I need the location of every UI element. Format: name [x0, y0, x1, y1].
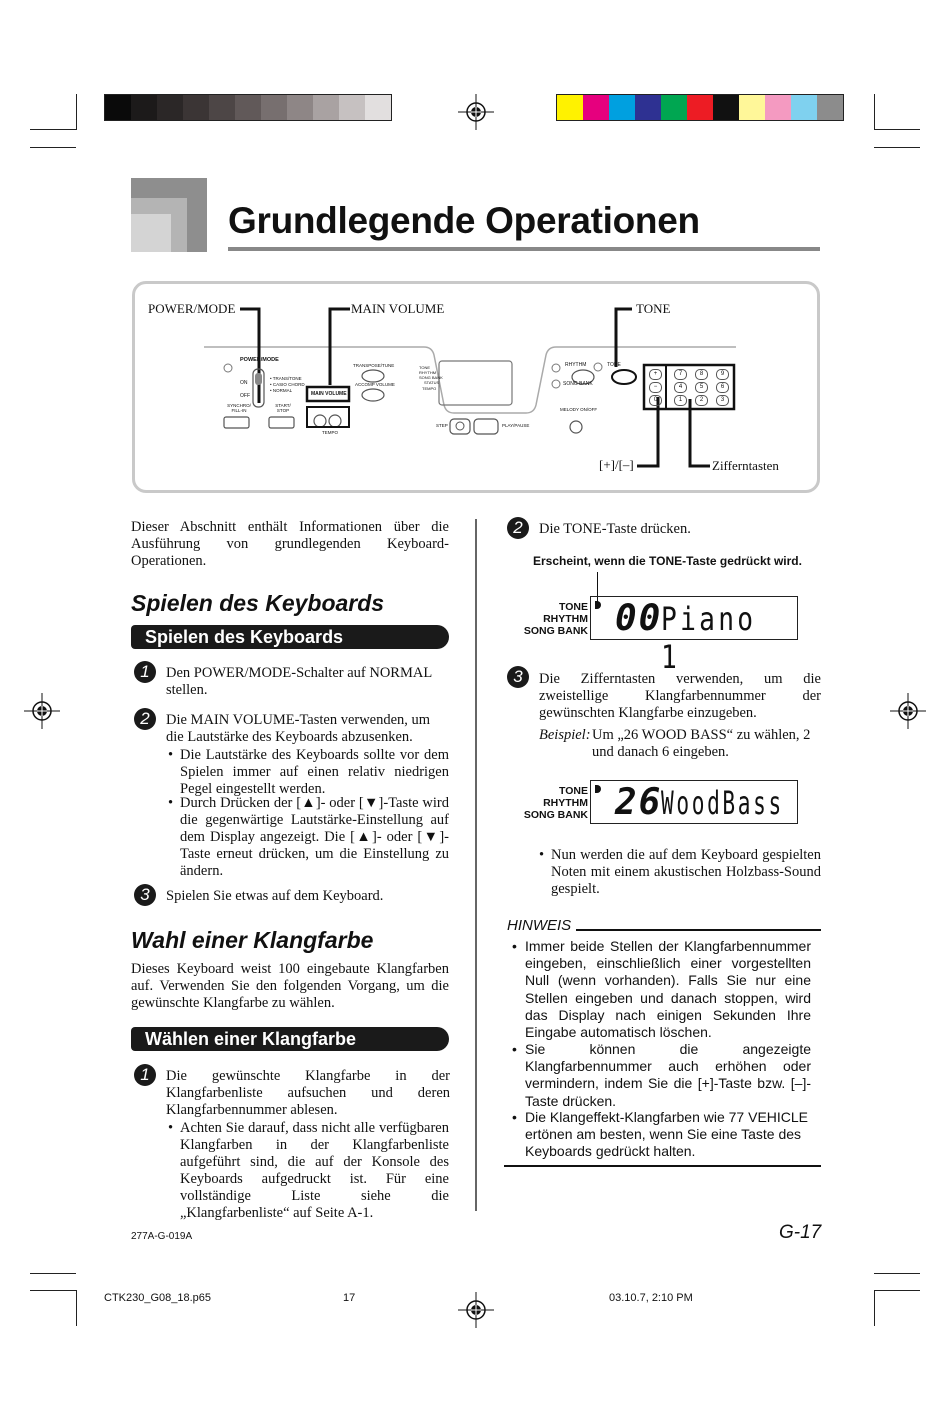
color-swatch — [583, 95, 609, 120]
callout-plus-minus: [+]/[–] — [599, 457, 634, 472]
bullet-text: Achten Sie darauf, dass nicht alle verfügbaren Klangfarben in der Klangfarbenliste aufgeführt sind, die auf der Konsole des Keyboards aufgedruckt ist. Für eine vollständige Liste siehe die „Klangfarbenliste“ auf Seite A-1. — [180, 1120, 449, 1221]
lcd-display — [590, 780, 798, 824]
panel-label-transpose-tune: TRANSPOSE/TUNE — [353, 363, 395, 368]
color-swatch — [687, 95, 713, 120]
panel-label-tempo-side: TEMPO — [422, 386, 437, 391]
lcd-display — [590, 596, 798, 676]
keypad-key: 3 — [716, 395, 729, 406]
panel-label-status: STATUS — [424, 380, 440, 385]
color-swatch — [713, 95, 739, 120]
color-swatch — [131, 95, 157, 120]
panel-label-accomp-volume: ACCOMP VOLUME — [355, 382, 395, 387]
page-number: G-17 — [779, 1222, 822, 1243]
panel-label-on: ON — [240, 380, 248, 386]
band-heading-tone: Wählen einer Klangfarbe — [131, 1027, 449, 1051]
step-number: 1 — [134, 1064, 156, 1086]
title-underline — [228, 247, 820, 251]
print-footer-date: 03.10.7, 2:10 PM — [609, 1292, 693, 1304]
color-swatch — [209, 95, 235, 120]
step-text: Den POWER/MODE-Schalter auf NORMAL stellen. — [166, 665, 432, 698]
number-keypad — [644, 365, 734, 409]
page-title: Grundlegende Operationen — [228, 200, 700, 241]
color-swatch — [635, 95, 661, 120]
lcd-tone-number: 26 — [615, 782, 663, 823]
panel-label-power-mode: POWER/MODE — [240, 357, 279, 363]
lcd-tone-name: WoodBass — [661, 784, 784, 822]
color-swatch — [105, 95, 131, 120]
hint-bottom-rule — [504, 1165, 821, 1167]
tone-intro: Dieses Keyboard weist 100 eingebaute Klangfarben auf. Verwenden Sie den folgenden Vorgang, um die gewünschte Klangfarbe zu wählen. — [131, 961, 449, 1011]
color-swatch — [287, 95, 313, 120]
color-swatch — [235, 95, 261, 120]
hint-title: HINWEIS — [507, 917, 572, 934]
example-text: Um „26 WOOD BASS“ zu wählen, 2 und danach 6 eingeben. — [592, 727, 811, 760]
bullet-text: Die Lautstärke des Keyboards sollte vor dem Spielen immer auf einen relativ niedrigen Pegel eingestellt werden. — [180, 747, 449, 797]
appears-note: Erscheint, wenn die TONE-Taste gedrückt wird. — [533, 554, 802, 568]
panel-label-main-volume: MAIN VOLUME — [311, 391, 347, 397]
hint-item: Sie können die angezeigte Klangfarbennummer auch erhöhen oder vermindern, indem Sie die [+]-Taste bzw. [–]-Taste drücken. — [525, 1041, 811, 1109]
grayscale-bar — [104, 94, 392, 121]
bullet-marker: • — [512, 1041, 517, 1057]
intro-paragraph: Dieser Abschnitt enthält Informationen über die Ausführung von grundlegenden Keyboard-Operationen. — [131, 519, 449, 569]
keypad-key: 8 — [695, 369, 708, 380]
keypad-key: 6 — [716, 382, 729, 393]
color-swatch — [157, 95, 183, 120]
panel-label-tempo: TEMPO — [322, 430, 339, 435]
bullet-marker: • — [512, 1109, 517, 1125]
keypad-key: 1 — [674, 395, 687, 406]
lcd-tone-number: 00 — [615, 598, 663, 639]
registration-mark-top — [458, 94, 494, 130]
keypad-key: 4 — [674, 382, 687, 393]
print-footer-file: CTK230_G08_18.p65 — [104, 1292, 212, 1304]
panel-label-song-bank-btn: SONG BANK — [563, 381, 593, 387]
lcd-labels: TONE RHYTHM SONG BANK — [523, 601, 588, 637]
bullet-marker: • — [168, 747, 174, 763]
step-text: Die MAIN VOLUME-Tasten verwenden, um die Lautstärke des Keyboards abzusenken. — [166, 712, 431, 745]
section-heading-tone: Wahl einer Klangfarbe — [131, 927, 374, 953]
lcd-tone-name: Piano 1 — [661, 600, 757, 676]
print-footer-page: 17 — [343, 1292, 356, 1304]
band-heading-playing: Spielen des Keyboards — [131, 625, 449, 649]
hint-item: Immer beide Stellen der Klangfarbennummer eingeben, einschließlich einer vorgestellten Null (wenn vorhanden). Falls Sie nur eine Stellen eingeben und danach stoppen, wird das Display nach einigen Sekunden Ihre Eingabe automatisch löschen. — [525, 938, 811, 1041]
step-number: 3 — [507, 666, 529, 688]
color-swatch — [557, 95, 583, 120]
keypad-key: 0 — [649, 395, 662, 406]
callout-power-mode: POWER/MODE — [148, 301, 236, 316]
color-swatch — [183, 95, 209, 120]
panel-label-play-pause: PLAY/PAUSE — [502, 423, 530, 428]
footer-code: 277A-G-019A — [131, 1231, 193, 1242]
hint-top-rule — [576, 929, 821, 931]
section-heading-playing: Spielen des Keyboards — [131, 590, 385, 616]
color-swatch — [791, 95, 817, 120]
color-swatch — [765, 95, 791, 120]
color-swatch — [817, 95, 843, 120]
callout-number-keys: Zifferntasten — [712, 458, 779, 473]
lcd-pointer-icon — [595, 785, 601, 793]
bullet-marker: • — [539, 847, 545, 863]
keypad-key: − — [649, 382, 662, 393]
step-number: 2 — [507, 517, 529, 539]
keypad-key: 5 — [695, 382, 708, 393]
example-label: Beispiel: — [539, 727, 591, 743]
step-number: 3 — [134, 884, 156, 906]
color-swatch — [339, 95, 365, 120]
lcd-pointer-icon — [595, 601, 601, 609]
color-swatch — [313, 95, 339, 120]
panel-label-casio-chord: • CASIO CHORD — [270, 382, 305, 387]
color-bar — [556, 94, 844, 121]
bullet-text: Durch Drücken der [▲]- oder [▼]-Taste wird die gegenwärtige Lautstärke-Einstellung auf dem Display angezeigt. Die [▲]- oder [▼]-Taste erneut drücken, um die Einstellung zu ändern. — [180, 795, 449, 879]
panel-label-transpose: • TRANS/TONE — [270, 376, 302, 381]
panel-label-synchro: SYNCHRO/ FILL-IN — [227, 403, 251, 413]
color-swatch — [261, 95, 287, 120]
panel-label-rhythm-btn: RHYTHM — [565, 362, 587, 368]
step-text: Die Zifferntasten verwenden, um die zweistellige Klangfarbennummer der gewünschten Klangfarbe einzugeben. — [539, 671, 821, 721]
color-swatch — [365, 95, 391, 120]
step-number: 2 — [134, 708, 156, 730]
bullet-marker: • — [512, 938, 517, 954]
keypad-key: 2 — [695, 395, 708, 406]
step-number: 1 — [134, 661, 156, 683]
color-swatch — [609, 95, 635, 120]
bullet-marker: • — [168, 795, 174, 811]
lcd-labels: TONE RHYTHM SONG BANK — [523, 785, 588, 821]
keypad-key: + — [649, 369, 662, 380]
panel-label-off: OFF — [240, 393, 250, 399]
panel-label-start-stop: START/ STOP — [275, 403, 291, 413]
panel-label-step: STEP — [436, 423, 448, 428]
keypad-key: 7 — [674, 369, 687, 380]
step-text: Spielen Sie etwas auf dem Keyboard. — [166, 888, 384, 904]
color-swatch — [661, 95, 687, 120]
panel-label-normal: • NORMAL — [270, 388, 293, 393]
bullet-text: Nun werden die auf dem Keyboard gespielten Noten mit einem akustischen Holzbass-Sound gespielt. — [551, 847, 821, 897]
registration-mark-left — [24, 693, 60, 729]
keypad-key: 9 — [716, 369, 729, 380]
panel-label-melody: MELODY ON/OFF — [560, 407, 598, 412]
hint-item: Die Klangeffekt-Klangfarben wie 77 VEHICLE ertönen am besten, wenn Sie eine Taste des Keyboards gedrückt halten. — [525, 1109, 809, 1160]
title-decoration — [131, 178, 207, 252]
column-divider — [475, 519, 477, 1211]
bullet-marker: • — [168, 1120, 174, 1136]
callout-main-volume: MAIN VOLUME — [351, 301, 445, 316]
panel-label-tone-btn: TONE — [607, 362, 621, 368]
step-text: Die gewünschte Klangfarbe in der Klangfarbenliste aufsuchen und deren Klangfarbennummer ablesen. — [166, 1068, 450, 1118]
registration-mark-bottom — [458, 1292, 494, 1328]
callout-tone: TONE — [636, 301, 671, 316]
panel-label-display-legend: TONE RHYTHM SONG BANK — [419, 365, 443, 380]
color-swatch — [739, 95, 765, 120]
registration-mark-right — [890, 693, 926, 729]
step-text: Die TONE-Taste drücken. — [539, 521, 691, 537]
